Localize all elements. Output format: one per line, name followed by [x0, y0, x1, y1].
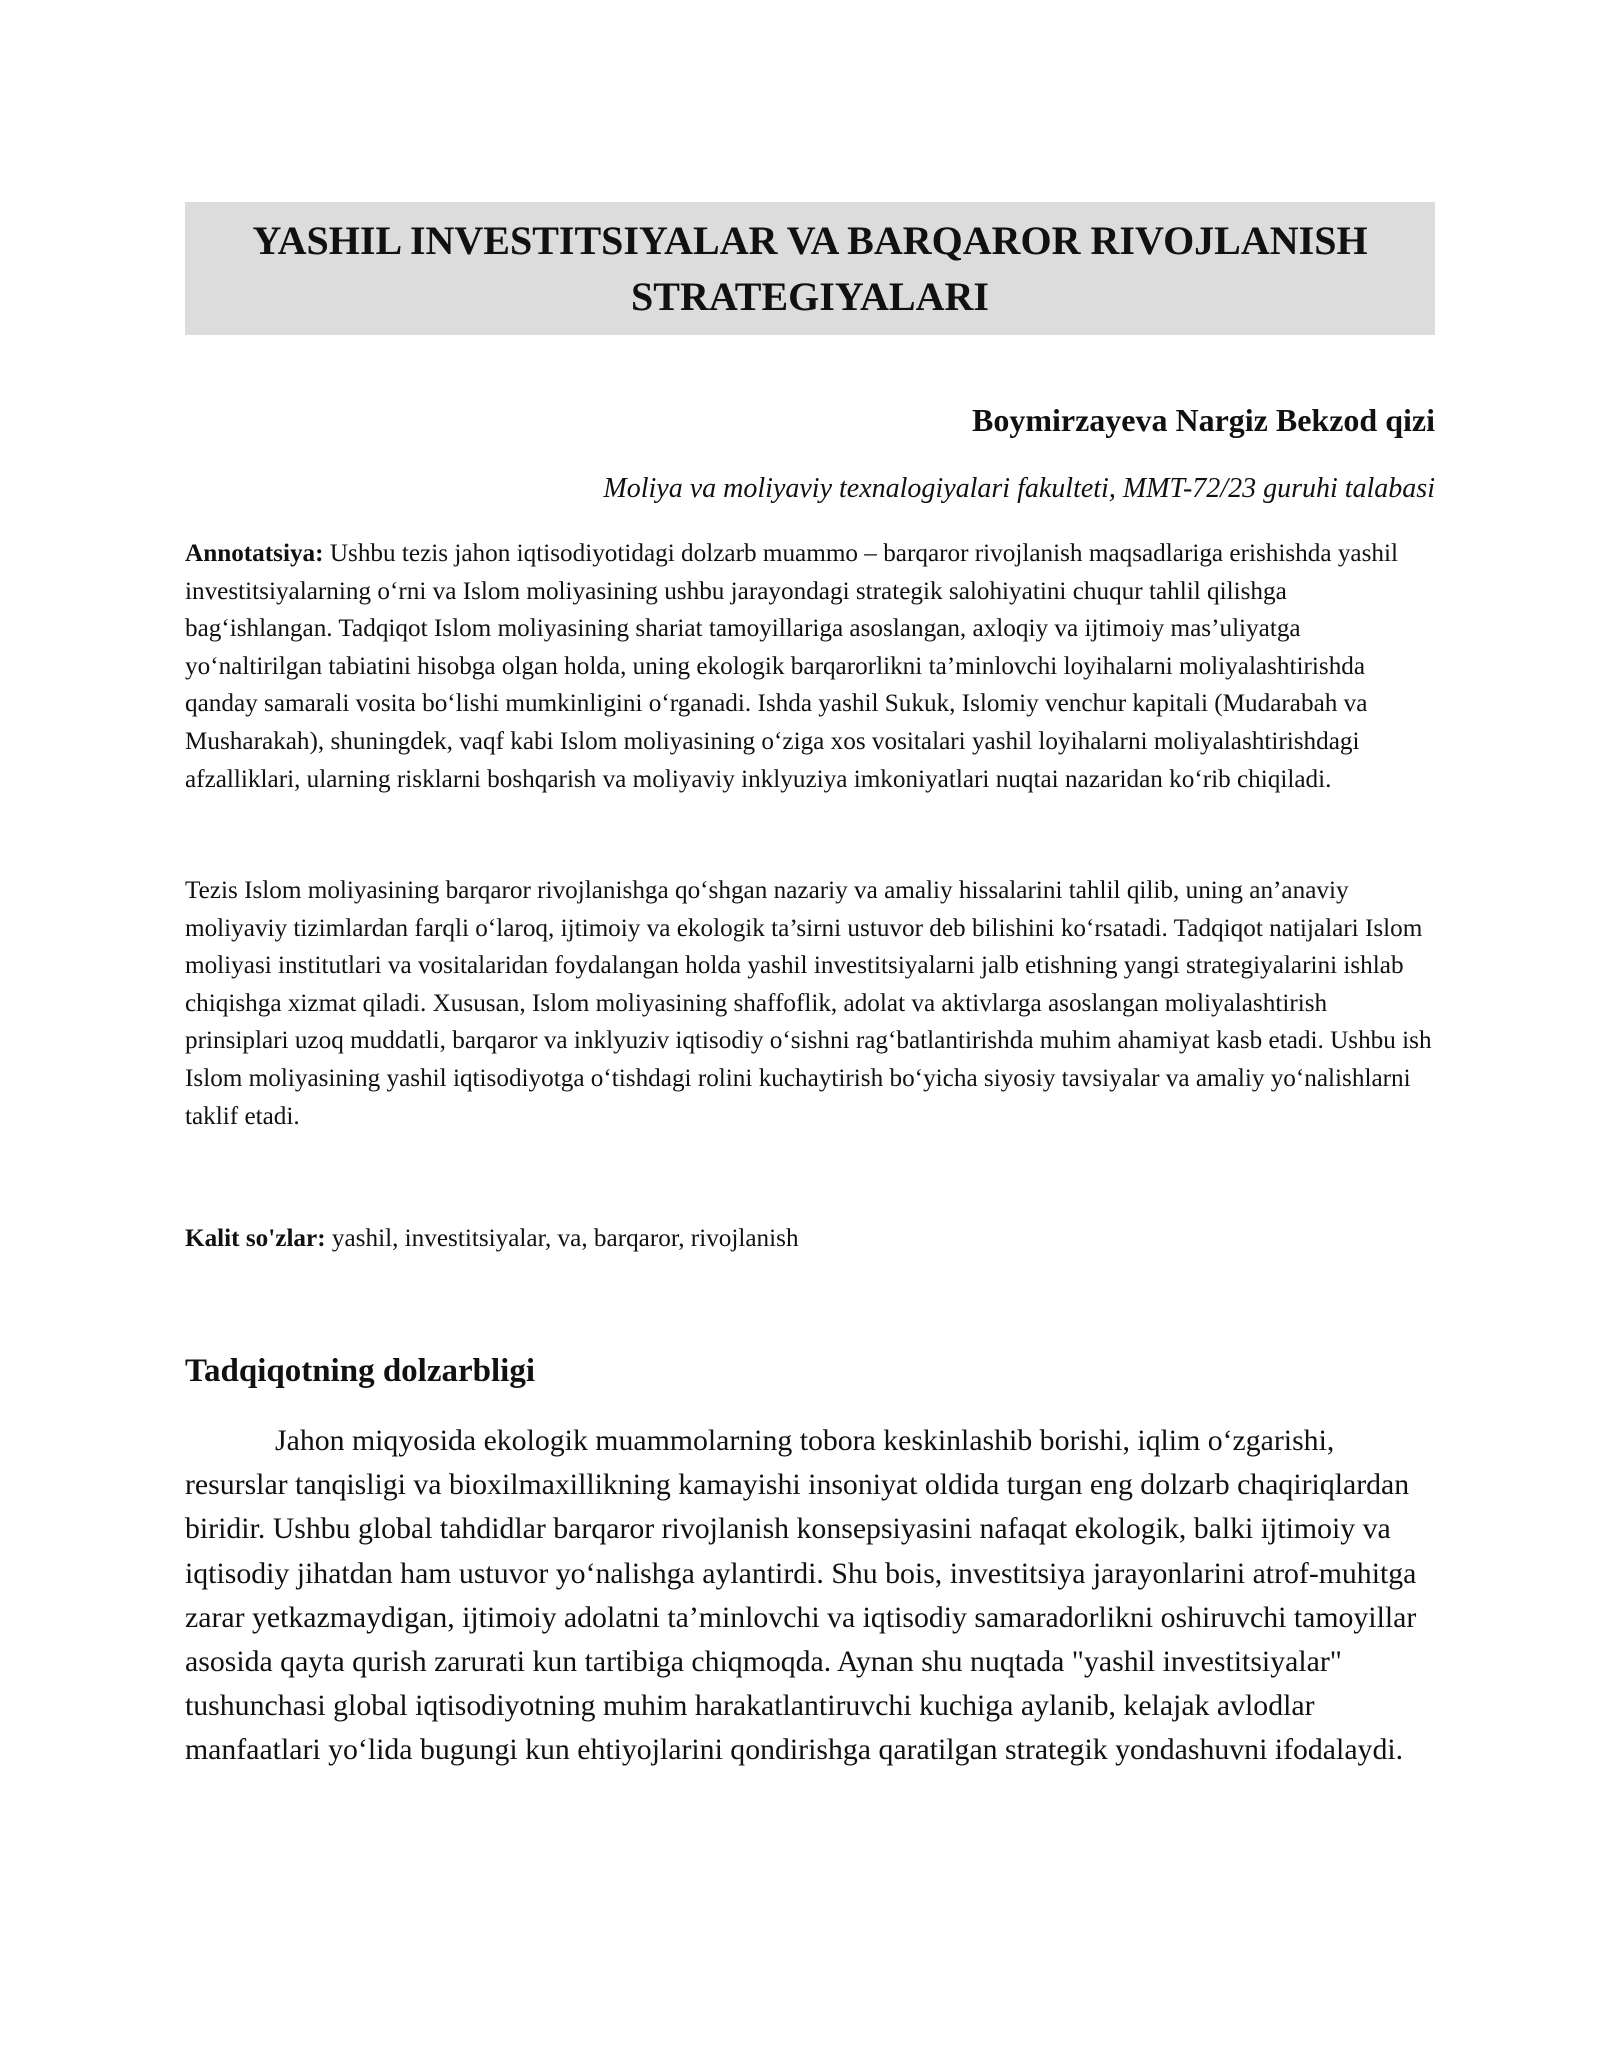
title-banner	[185, 202, 1435, 335]
author-name: Boymirzayeva Nargiz Bekzod qizi	[971, 402, 1435, 438]
abstract-label: Annotatsiya:	[185, 540, 324, 567]
section-heading: Tadqiqotning dolzarbligi	[185, 1353, 535, 1389]
section-paragraph: Jahon miqyosida ekologik muammolarning tobora keskinlashib borishi, iqlim o‘zgarishi, resurslar tanqisligi va bioxilmaxillikning kamayishi insoniyat oldida turgan eng dolzarb chaqiriqlardan biridir. Ushbu global tahdidlar barqaror rivojlanish konsepsiyasini nafaqat ekologik, balki ijtimoiy va iqtisodiy jihatdan ham ustuvor yo‘nalishga aylantirdi. Shu bois, investitsiya jarayonlarini atrof-muhitga zarar yetkazmaydigan, ijtimoiy adolatni ta’minlovchi va iqtisodiy samaradorlikni oshiruvchi tamoyillar asosida qayta qurish zarurati kun tartibiga chiqmoqda. Aynan shu nuqtada "yashil investitsiyalar" tushunchasi global iqtisodiyotning muhim harakatlantiruvchi kuchiga aylanib, kelajak avlodlar manfaatlari yo‘lida bugungi kun ehtiyojlarini qondirishga qaratilgan strategik yondashuvni ifodalaydi.	[185, 1424, 1417, 1767]
author-affiliation: Moliya va moliyaviy texnalogiyalari fakulteti, MMT-72/23 guruhi talabasi	[603, 473, 1435, 504]
keywords-text: yashil, investitsiyalar, va, barqaror, rivojlanish	[331, 1225, 799, 1252]
document-title: YASHIL INVESTITSIYALAR VA BARQAROR RIVOJLANISH STRATEGIYALARI	[252, 217, 1368, 319]
keywords-label: Kalit so'zlar:	[185, 1225, 326, 1252]
abstract-paragraph-1	[185, 535, 1435, 798]
abstract-text-1: Ushbu tezis jahon iqtisodiyotidagi dolzarb muammo – barqaror rivojlanish maqsadlariga erishishda yashil investitsiyalarning o‘rni va Islom moliyasining ushbu jarayondagi strategik salohiyatini chuqur tahlil qilishga bag‘ishlangan. Tadqiqot Islom moliyasining shariat tamoyillariga asoslangan, axloqiy va ijtimoiy mas’uliyatga yo‘naltirilgan tabiatini hisobga olgan holda, uning ekologik barqarorlikni ta’minlovchi loyihalarni moliyalashtirishda qanday samarali vosita bo‘lishi mumkinligini o‘rganadi. Ishda yashil Sukuk, Islomiy venchur kapitali (Mudarabah va Musharakah), shuningdek, vaqf kabi Islom moliyasining o‘ziga xos vositalari yashil loyihalarni moliyalashtirishdagi afzalliklari, ularning risklarni boshqarish va moliyaviy inklyuziya imkoniyatlari nuqtai nazaridan ko‘rib chiqiladi.	[185, 540, 1398, 793]
keywords-line	[185, 1220, 799, 1258]
abstract-paragraph-2: Tezis Islom moliyasining barqaror rivojlanishga qo‘shgan nazariy va amaliy hissalarini tahlil qilib, uning an’anaviy moliyaviy tizimlardan farqli o‘laroq, ijtimoiy va ekologik ta’sirni ustuvor deb bilishini ko‘rsatadi. Tadqiqot natijalari Islom moliyasi institutlari va vositalaridan foydalangan holda yashil investitsiyalarni jalb etishning yangi strategiyalarini ishlab chiqishga xizmat qiladi. Xususan, Islom moliyasining shaffoflik, adolat va aktivlarga asoslangan moliyalashtirish prinsiplari uzoq muddatli, barqaror va inklyuziv iqtisodiy o‘sishni rag‘batlantirishda muhim ahamiyat kasb etadi. Ushbu ish Islom moliyasining yashil iqtisodiyotga o‘tishdagi rolini kuchaytirish bo‘yicha siyosiy tavsiyalar va amaliy yo‘nalishlarni taklif etadi.	[185, 877, 1432, 1130]
